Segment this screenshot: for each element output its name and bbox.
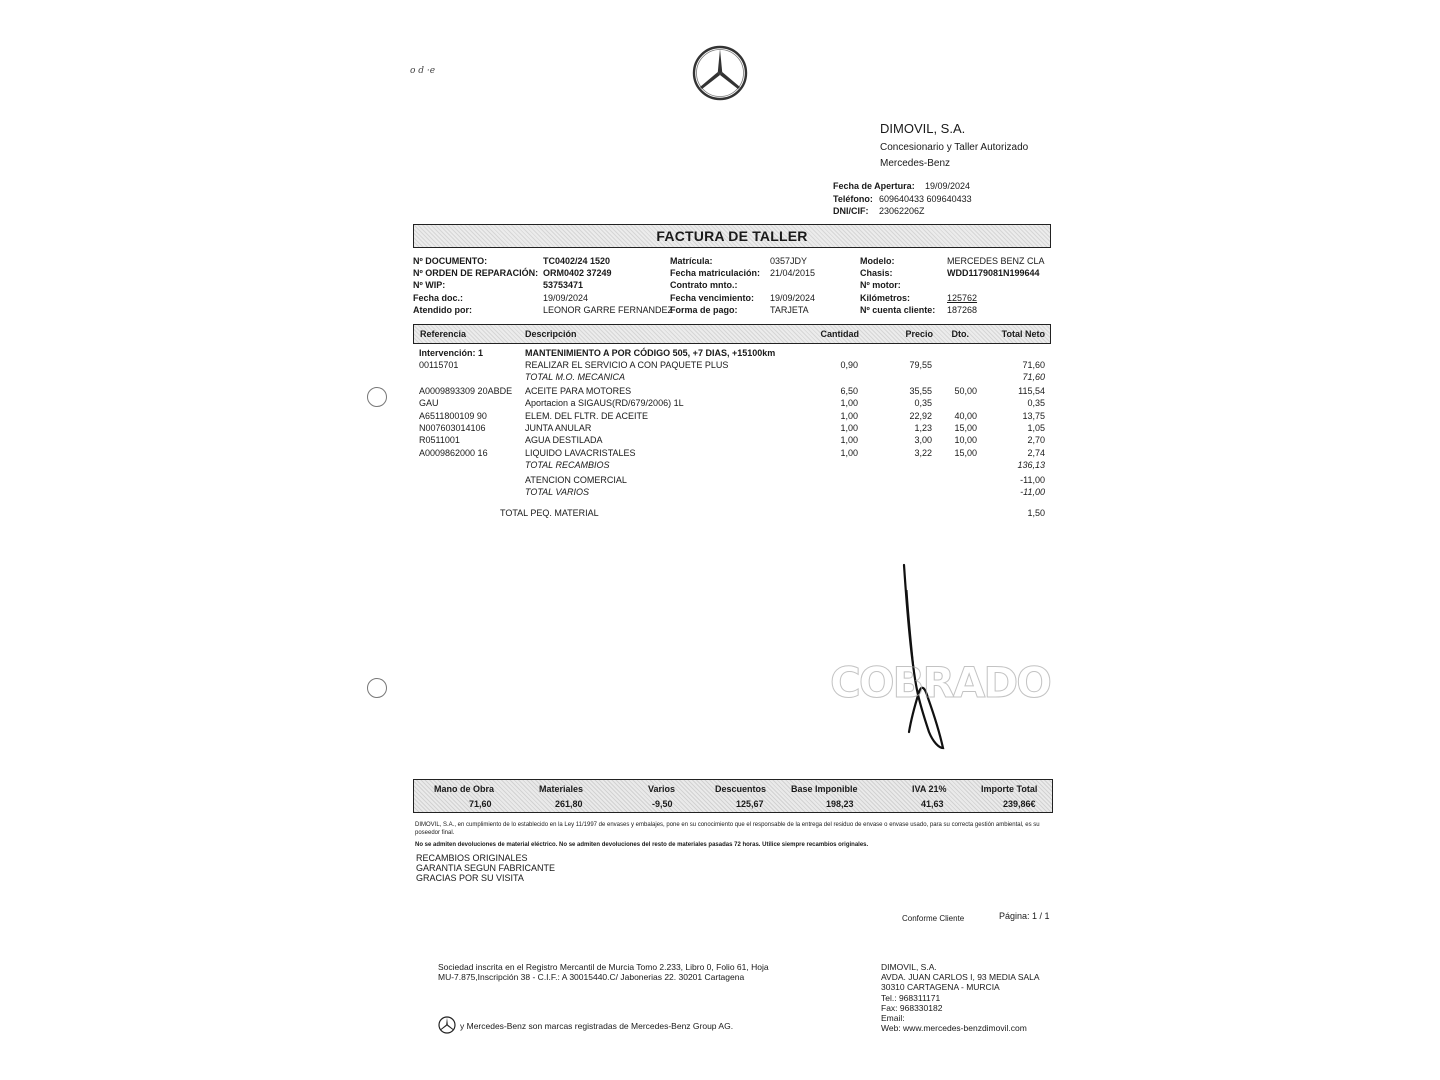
motor-label: Nº motor: [860,280,901,290]
cell-cantidad: 1,00 [840,423,858,433]
cell-cantidad: 1,00 [840,448,858,458]
cell-total-neto: 0,35 [1027,398,1045,408]
cell-referencia: N007603014106 [419,423,486,433]
cell-total-neto: -11,00 [1020,475,1045,485]
table-row [0,487,1440,499]
cuenta-label: Nº cuenta cliente: [860,305,936,315]
cell-dto: 15,00 [954,423,977,433]
cell-precio: 1,23 [914,423,932,433]
handwritten-mark: o d ·e [410,66,436,76]
note-recambios: RECAMBIOS ORIGINALES [416,853,528,863]
punch-hole-bottom [367,678,387,698]
cell-total-neto: 115,54 [1018,386,1045,396]
importe-total-value: 239,86€ [1003,799,1036,809]
table-row [0,386,1440,398]
cell-descripcion: REALIZAR EL SERVICIO A CON PAQUETE PLUS [525,360,729,370]
km-label: Kilómetros: [860,293,911,303]
chasis-label: Chasis: [860,268,893,278]
modelo-value: MERCEDES BENZ CLA [947,256,1045,266]
fecha-doc-value: 19/09/2024 [543,293,589,303]
cell-precio: 3,00 [914,435,932,445]
matricula-label: Matrícula: [670,256,713,266]
atendido-value: LEONOR GARRE FERNANDEZ [543,305,674,315]
cell-descripcion: TOTAL VARIOS [525,487,590,497]
telefono-value: 609640433 609640433 [879,194,972,204]
table-row [0,435,1440,447]
legal-envases: DIMOVIL, S.A., en cumplimiento de lo establecido en la Ley 11/1997 de envases y embalajes, pone en su conocimiento que el responsable de la entrega del residuo de envase o envase usado, para su correcta gestión ambiental, es su poseedor final. [415,822,1040,836]
iva-label: IVA 21% [912,784,947,794]
peq-material-value: 1,50 [1027,508,1045,518]
footer-registro-1: Sociedad inscrita en el Registro Mercantil de Murcia Tomo 2.233, Libro 0, Folio 61, Hoja [438,962,769,972]
cell-descripcion: TOTAL RECAMBIOS [525,460,610,470]
table-row [0,398,1440,410]
footer-addr-5: Fax: 968330182 [881,1003,943,1013]
cell-total-neto: 13,75 [1022,411,1045,421]
mano-obra-label: Mano de Obra [434,784,495,794]
orden-value: ORM0402 37249 [543,268,612,278]
company-tagline-1: Concesionario y Taller Autorizado [880,142,1029,153]
fecha-apertura-value: 19/09/2024 [925,181,971,191]
cell-total-neto: -11,00 [1020,487,1045,497]
footer-addr-1: DIMOVIL, S.A. [881,962,937,972]
cell-total-neto: 71,60 [1022,360,1045,370]
km-value: 125762 [947,293,978,303]
mercedes-star-logo-icon [691,44,749,102]
col-descripcion: Descripción [525,329,577,339]
base-imponible-value: 198,23 [826,799,854,809]
documento-label: Nº DOCUMENTO: [413,256,488,266]
importe-total-label: Importe Total [981,784,1038,794]
table-row [0,423,1440,435]
cell-descripcion: JUNTA ANULAR [525,423,592,433]
orden-label: Nº ORDEN DE REPARACIÓN: [413,268,539,278]
materiales-label: Materiales [539,784,584,794]
fecha-matric-label: Fecha matriculación: [670,268,761,278]
cell-cantidad: 1,00 [840,411,858,421]
cell-precio: 79,55 [909,360,932,370]
legal-devoluciones: No se admiten devoluciones de material eléctrico. No se admiten devoluciones del resto de materiales pasadas 72 horas. Utilice siempre recambios originales. [415,842,869,848]
cell-referencia: R0511001 [419,435,460,445]
table-row [0,411,1440,423]
iva-value: 41,63 [921,799,944,809]
table-row [0,448,1440,460]
documento-value: TC0402/24 1520 [543,256,611,266]
descuentos-value: 125,67 [736,799,764,809]
base-imponible-label: Base Imponible [791,784,858,794]
fecha-doc-label: Fecha doc.: [413,293,464,303]
cell-precio: 22,92 [909,411,932,421]
cell-dto: 10,00 [954,435,977,445]
col-precio: Precio [905,329,933,339]
col-total-neto: Total Neto [1001,329,1045,339]
note-gracias: GRACIAS POR SU VISITA [416,873,524,883]
cell-total-neto: 2,70 [1027,435,1045,445]
fecha-matric-value: 21/04/2015 [770,268,816,278]
dni-value: 23062206Z [879,206,925,216]
dni-label: DNI/CIF: [833,206,869,216]
col-dto: Dto. [951,329,969,339]
intervencion-label: Intervención: 1 [419,348,484,358]
table-row [0,372,1440,384]
cell-descripcion: AGUA DESTILADA [525,435,603,445]
varios-value: -9,50 [652,799,673,809]
contrato-label: Contrato mnto.: [670,280,738,290]
cell-dto: 15,00 [954,448,977,458]
cell-cantidad: 6,50 [840,386,858,396]
atendido-label: Atendido por: [413,305,472,315]
cell-precio: 3,22 [914,448,932,458]
wip-label: Nº WIP: [413,280,446,290]
items-table-header [413,324,1051,344]
cobrado-stamp: COBRADO [830,658,1050,707]
peq-material-label: TOTAL PEQ. MATERIAL [500,508,599,518]
footer-addr-7: Web: www.mercedes-benzdimovil.com [881,1023,1027,1033]
mercedes-star-small-icon [438,1016,456,1034]
cell-cantidad: 1,00 [840,398,858,408]
totals-bar [413,779,1053,813]
intervencion-desc: MANTENIMIENTO A POR CÓDIGO 505, +7 DIAS, +15100km [525,348,776,358]
cell-precio: 35,55 [909,386,932,396]
cell-referencia: GAU [419,398,439,408]
telefono-label: Teléfono: [833,194,873,204]
fecha-apertura-row [833,181,970,191]
footer-marcas: y Mercedes-Benz son marcas registradas de Mercedes-Benz Group AG. [460,1021,734,1031]
footer-addr-2: AVDA. JUAN CARLOS I, 93 MEDIA SALA [881,972,1040,982]
company-tagline-2: Mercedes-Benz [880,158,951,169]
fecha-venc-label: Fecha vencimiento: [670,293,755,303]
cell-dto: 40,00 [954,411,977,421]
cell-descripcion: ATENCION COMERCIAL [525,475,627,485]
modelo-label: Modelo: [860,256,895,266]
col-cantidad: Cantidad [820,329,859,339]
table-row [0,360,1440,372]
cell-descripcion: ELEM. DEL FLTR. DE ACEITE [525,411,649,421]
cell-descripcion: LIQUIDO LAVACRISTALES [525,448,636,458]
col-referencia: Referencia [420,329,467,339]
descuentos-label: Descuentos [715,784,767,794]
fecha-venc-value: 19/09/2024 [770,293,816,303]
cell-descripcion: ACEITE PARA MOTORES [525,386,632,396]
conforme-cliente: Conforme Cliente [902,914,965,923]
varios-label: Varios [648,784,676,794]
company-name: DIMOVIL, S.A. [880,121,966,136]
footer-addr-4: Tel.: 968311171 [881,993,941,1003]
table-row [0,460,1440,472]
cell-referencia: A6511800109 90 [419,411,487,421]
cell-total-neto: 71,60 [1022,372,1045,382]
cell-cantidad: 1,00 [840,435,858,445]
chasis-value: WDD1179081N199644 [947,268,1040,278]
cell-descripcion: TOTAL M.O. MECANICA [525,372,626,382]
matricula-value: 0357JDY [770,256,808,266]
cell-dto: 50,00 [954,386,977,396]
cell-precio: 0,35 [914,398,932,408]
footer-registro-2: MU-7.875,Inscripción 38 - C.I.F.: A 30015440.C/ Jabonerias 22. 30201 Cartagena [438,972,745,982]
materiales-value: 261,80 [555,799,583,809]
cell-cantidad: 0,90 [840,360,858,370]
cell-total-neto: 136,13 [1017,460,1045,470]
table-row [0,475,1440,487]
fecha-apertura-label: Fecha de Apertura: [833,181,915,191]
footer-addr-3: 30310 CARTAGENA - MURCIA [881,982,1000,992]
note-garantia: GARANTIA SEGUN FABRICANTE [416,863,556,873]
cell-referencia: 00115701 [419,360,459,370]
cell-referencia: A0009893309 20ABDE [419,386,513,396]
forma-pago-label: Forma de pago: [670,305,738,315]
mano-obra-value: 71,60 [469,799,492,809]
cell-referencia: A0009862000 16 [419,448,488,458]
footer-addr-6: Email: [881,1013,905,1023]
telefono-row [833,194,972,204]
cell-total-neto: 1,05 [1027,423,1045,433]
page-number: Página: 1 / 1 [999,911,1050,921]
cell-descripcion: Aportacion a SIGAUS(RD/679/2006) 1L [525,398,684,408]
cell-total-neto: 2,74 [1027,448,1045,458]
invoice-title: FACTURA DE TALLER [413,224,1051,248]
cuenta-value: 187268 [947,305,978,315]
wip-value: 53753471 [543,280,584,290]
forma-pago-value: TARJETA [770,305,809,315]
dni-row [833,206,925,216]
